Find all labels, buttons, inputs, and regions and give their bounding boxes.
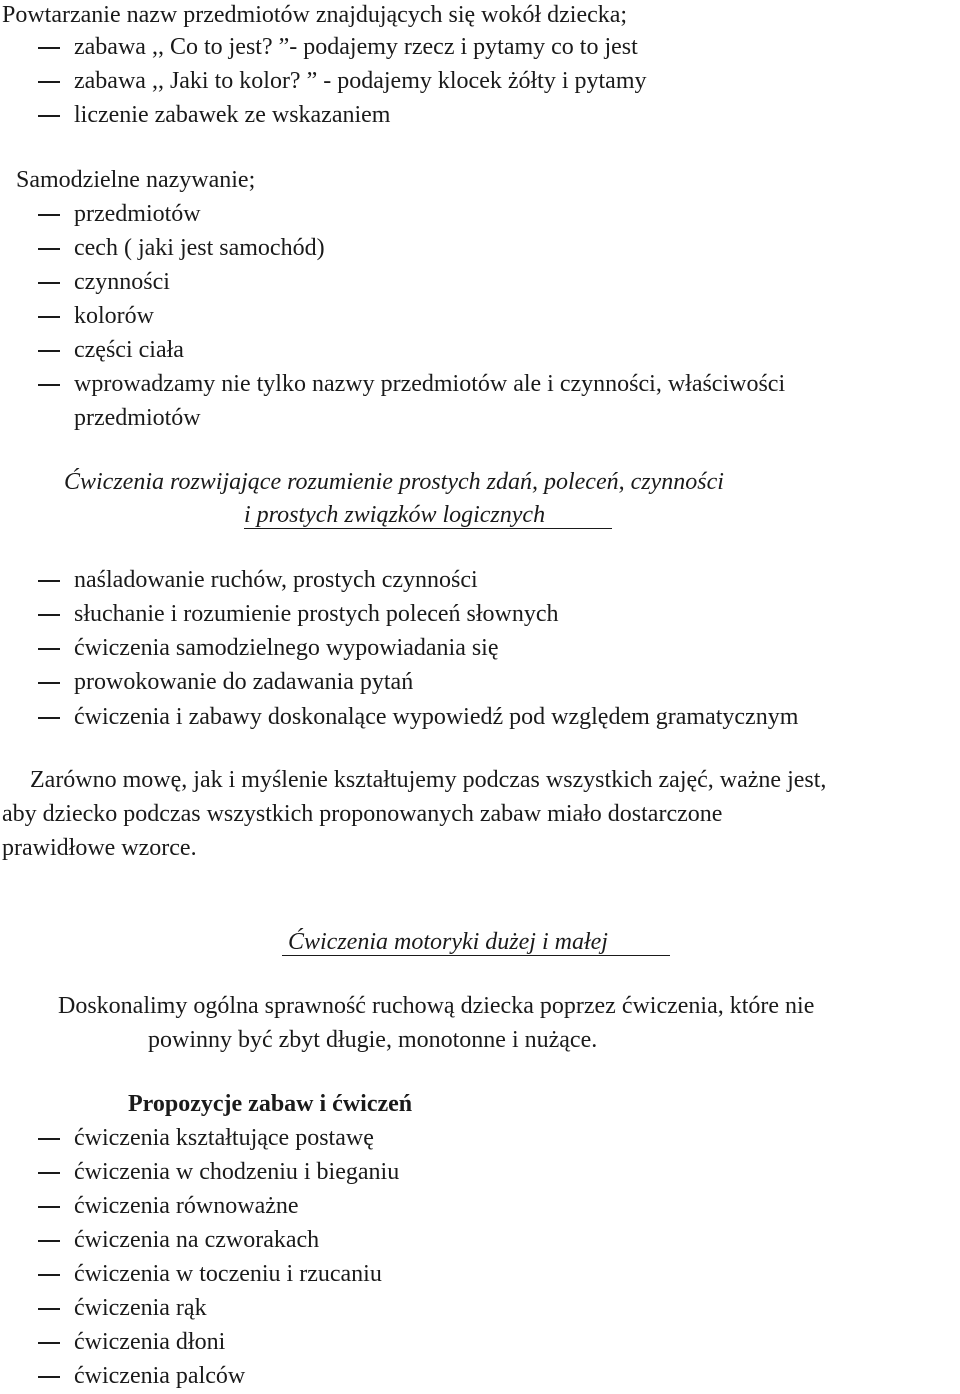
dash-icon <box>38 580 60 582</box>
dash-icon <box>38 1342 60 1344</box>
dash-icon <box>38 282 60 284</box>
dash-icon <box>38 384 60 386</box>
section-title: Ćwiczenia rozwijające rozumienie prostych zdań, poleceń, czynności <box>64 469 724 495</box>
dash-icon <box>38 248 60 250</box>
dash-icon <box>38 1240 60 1242</box>
dash-icon <box>38 81 60 83</box>
dash-icon <box>38 1138 60 1140</box>
dash-icon <box>38 47 60 49</box>
proposals-title: Propozycje zabaw i ćwiczeń <box>128 1091 413 1117</box>
paragraph-line: Zarówno mowę, jak i myślenie kształtujemy podczas wszystkich zajęć, ważne jest, <box>30 767 827 793</box>
dash-icon <box>38 316 60 318</box>
intro-heading: Powtarzanie nazw przedmiotów znajdujących się wokół dziecka; <box>2 2 628 28</box>
paragraph-line: aby dziecko podczas wszystkich proponowanych zabaw miało dostarczone <box>2 801 723 827</box>
dash-icon <box>38 717 60 719</box>
section-title-line2: i prostych związków logicznych <box>244 502 546 528</box>
dash-icon <box>38 614 60 616</box>
dash-icon <box>38 682 60 684</box>
dash-icon <box>38 115 60 117</box>
dash-icon <box>38 214 60 216</box>
motor-text-line: powinny być zbyt długie, monotonne i nużące. <box>148 1027 598 1053</box>
dash-icon <box>38 1274 60 1276</box>
dash-icon <box>38 1206 60 1208</box>
list-item-continuation: przedmiotów <box>74 405 201 431</box>
motor-title: Ćwiczenia motoryki dużej i małej <box>288 929 608 955</box>
motor-text-line: Doskonalimy ogólna sprawność ruchową dziecka poprzez ćwiczenia, które nie <box>58 993 815 1019</box>
naming-heading: Samodzielne nazywanie; <box>16 167 256 193</box>
dash-icon <box>38 1308 60 1310</box>
dash-icon <box>38 648 60 650</box>
dash-icon <box>38 1172 60 1174</box>
dash-icon <box>38 350 60 352</box>
dash-icon <box>38 1376 60 1378</box>
title-underline <box>282 955 670 956</box>
document-page: Powtarzanie nazw przedmiotów znajdujących się wokół dziecka; zabawa ,, Co to jest? ”- podajemy rzecz i pytamy co to jest zabawa ,, Jaki to kolor? ” - podajemy klocek żółty i pytamy liczenie zabawek ze wskazaniem Samodzielne nazywanie; przedmiotów cech ( jaki jest samochód) czynności kolorów części ciała wprowadzamy nie tylko nazwy przedmiotów ale i czynności, właściwości przedmiotów Ćwiczenia rozwijające rozumienie prostych zdań, poleceń, czynności i prostych związków logicznych naśladowanie ruchów, prostych czynności słuchanie i rozumienie prostych poleceń słownych ćwiczenia samodzielnego wypowiadania się prowokowanie do zadawania pytań ćwiczenia i zabawy doskonalące wypowiedź pod względem gramatycznym Zarówno mowę, jak i myślenie kształtujemy podczas wszystkich zajęć, ważne jest, aby dziecko podczas wszystkich proponowanych zabaw miało dostarczone prawidłowe wzorce. Ćwiczenia motoryki dużej i małej Doskonalimy ogólna sprawność ruchową dziecka poprzez ćwiczenia, które nie powinny być zbyt długie, monotonne i nużące. Propozycje zabaw i ćwiczeń ćwiczenia kształtujące postawę ćwiczenia w chodzeniu i bieganiu ćwiczenia równoważne ćwiczenia na czworakach ćwiczenia w toczeniu i rzucaniu ćwiczenia rąk ćwiczenia dłoni ćwiczenia palców <box>2 2 827 1389</box>
title-underline <box>244 528 612 529</box>
paragraph-line: prawidłowe wzorce. <box>2 835 197 861</box>
